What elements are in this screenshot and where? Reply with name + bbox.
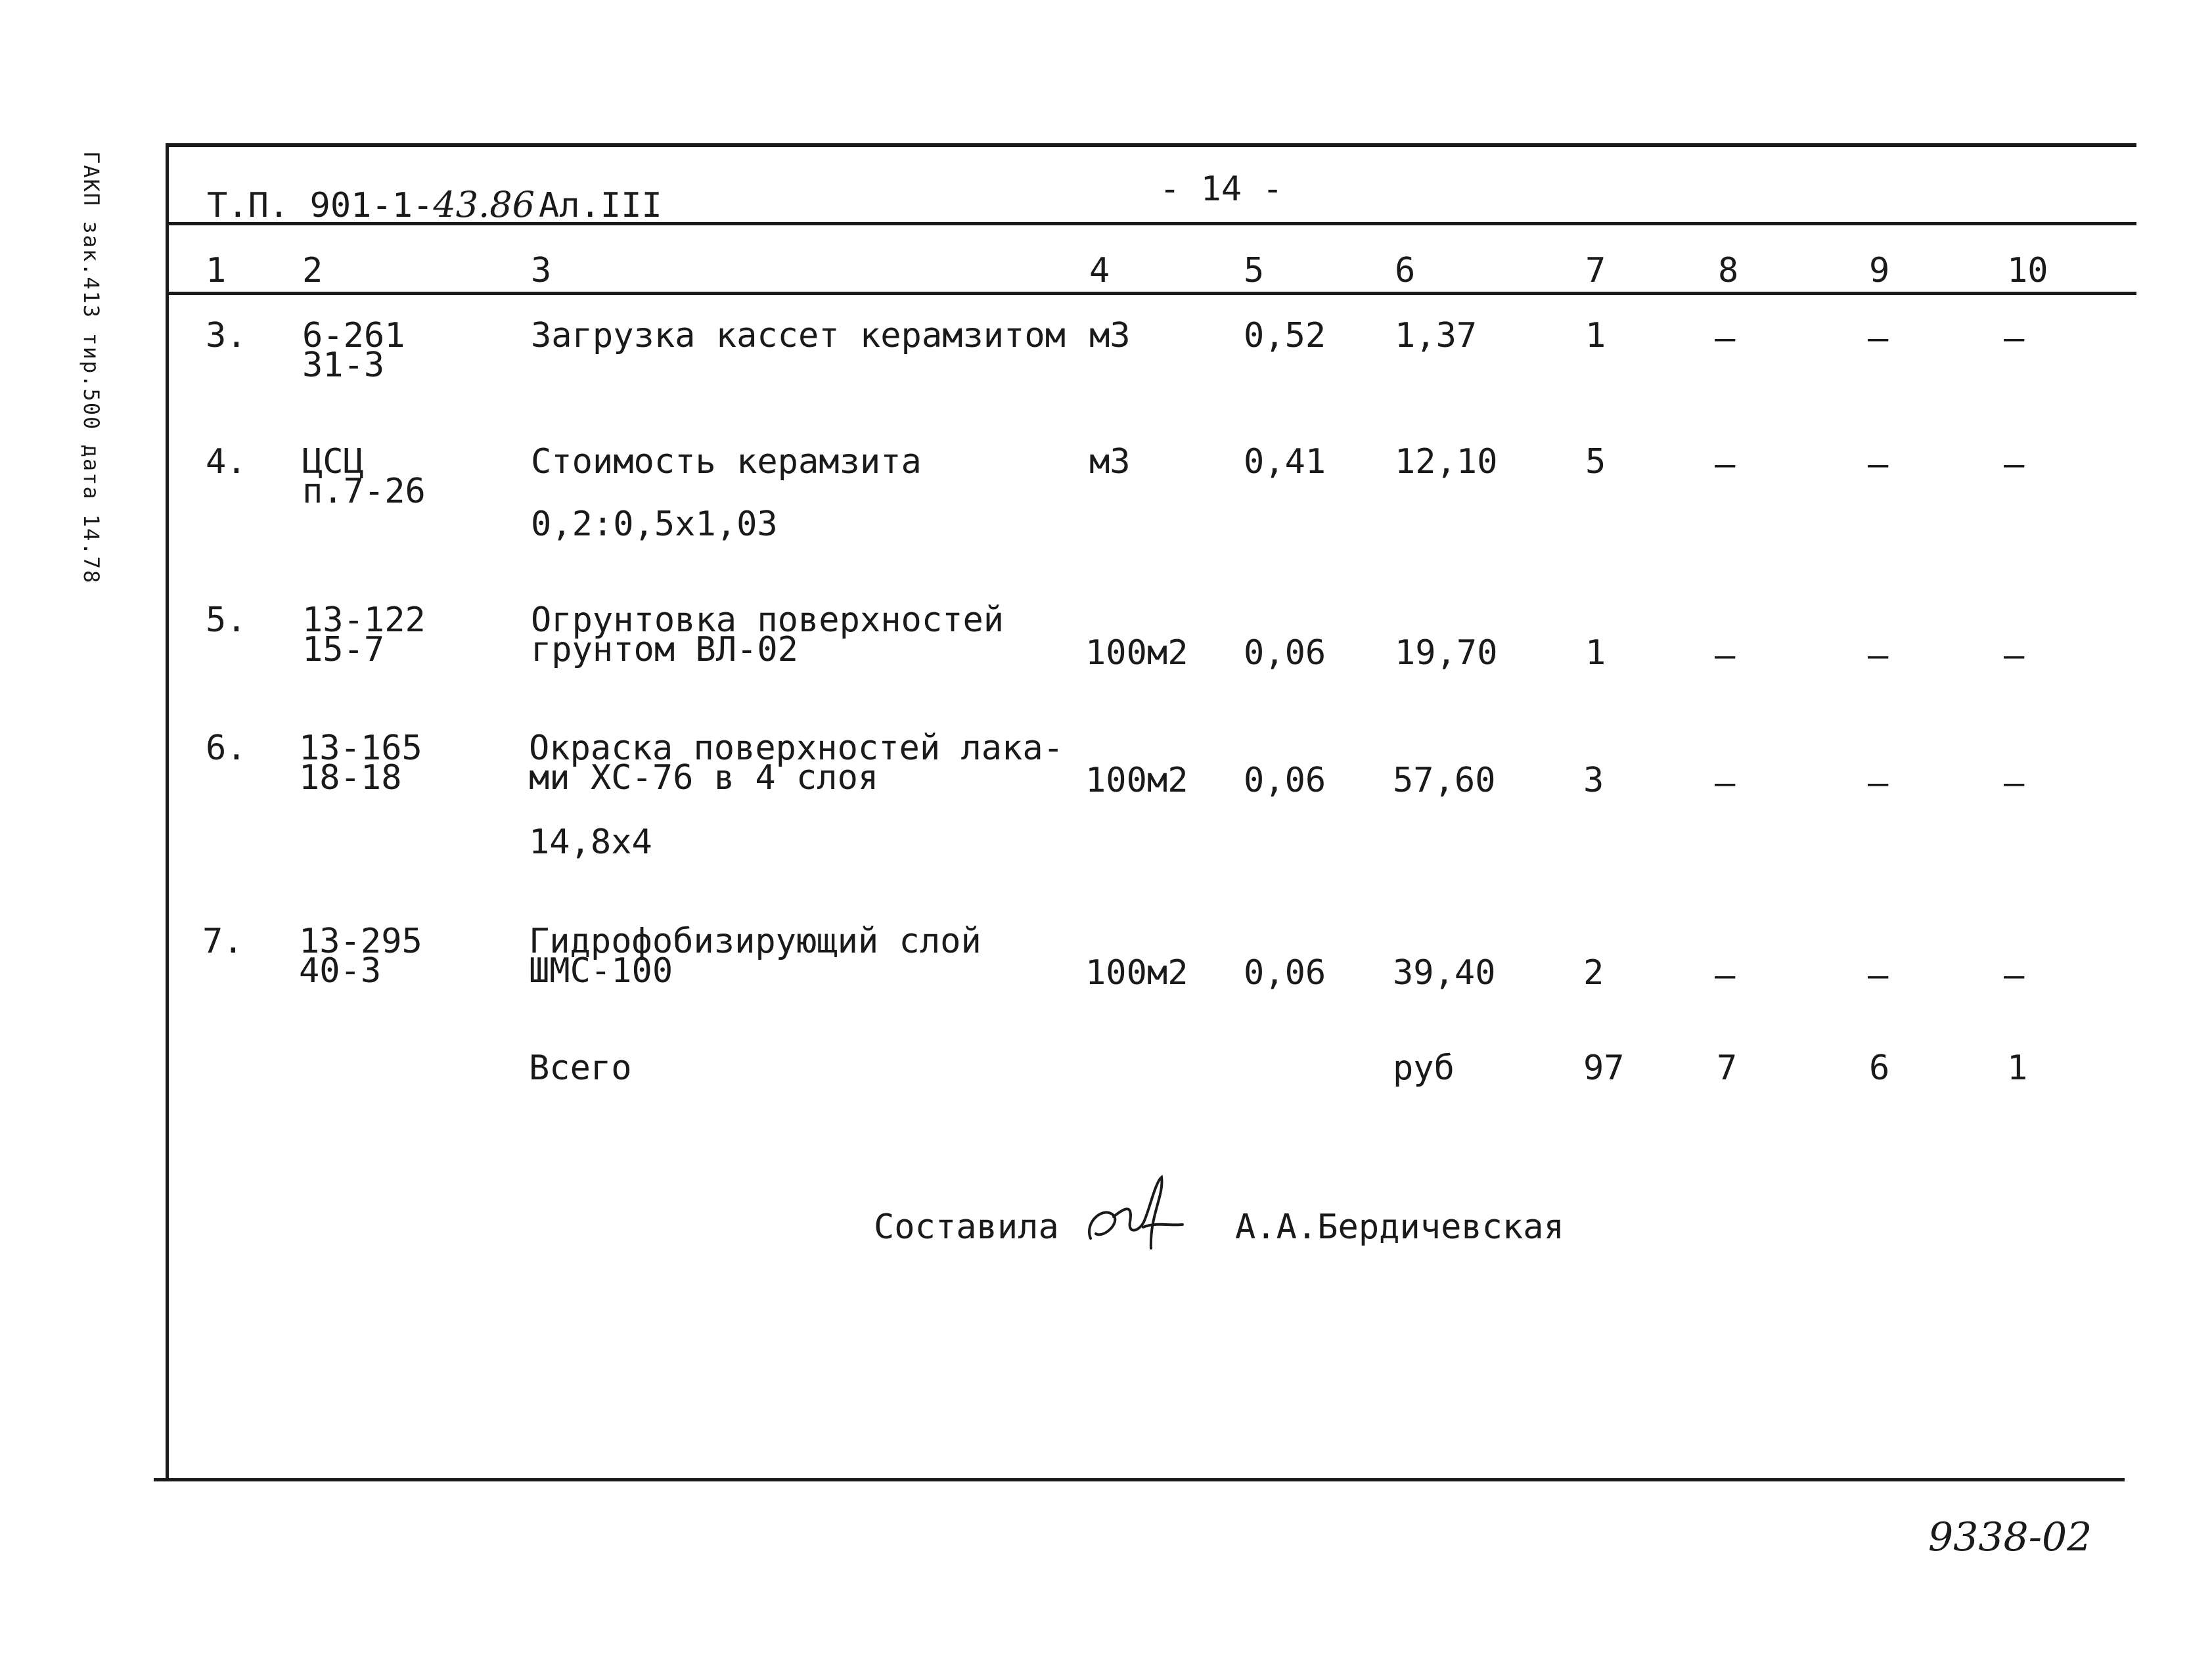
- row-col9: –: [1868, 763, 1889, 803]
- row-price: 19,70: [1395, 633, 1498, 673]
- row-price: 57,60: [1393, 761, 1496, 800]
- row-code-line2: 31-3: [302, 346, 385, 385]
- row-col7: 2: [1583, 953, 1604, 993]
- col-header-9: 9: [1869, 251, 1890, 290]
- col-header-7: 7: [1585, 251, 1606, 290]
- doc-number-handwritten: 43.86: [433, 184, 535, 225]
- row-description-line2: грунтом ВЛ-02: [531, 630, 798, 669]
- row-col7: 1: [1585, 316, 1606, 355]
- total-col10: 1: [2007, 1048, 2028, 1088]
- col-header-5: 5: [1244, 251, 1265, 290]
- row-col8: –: [1715, 636, 1736, 675]
- row-code-line1: 13-122: [302, 600, 426, 640]
- row-number: 6.: [206, 729, 247, 768]
- row-col7: 3: [1583, 761, 1604, 800]
- row-description-line2: ми ХС-76 в 4 слоя: [529, 758, 879, 798]
- col-header-8: 8: [1718, 251, 1739, 290]
- row-unit: м3: [1089, 442, 1131, 482]
- row-code-line2: 15-7: [302, 630, 385, 669]
- row-col9: –: [1868, 956, 1889, 995]
- row-col7: 1: [1585, 633, 1606, 673]
- archive-stamp: ГАКП зак.413 тир.500 дата 14.78: [79, 151, 104, 585]
- row-unit: 100м2: [1085, 953, 1188, 993]
- row-col8: –: [1715, 956, 1736, 995]
- column-header-separator-line: [166, 292, 2136, 295]
- frame-top-line: [166, 143, 2136, 147]
- row-price: 1,37: [1395, 316, 1478, 355]
- total-col7: 97: [1583, 1048, 1625, 1088]
- col-header-10: 10: [2007, 251, 2048, 290]
- row-calculation: 14,8х4: [529, 823, 652, 862]
- page-number: - 14 -: [1160, 169, 1283, 209]
- row-price: 39,40: [1393, 953, 1496, 993]
- signature-label: Составила: [874, 1207, 1059, 1247]
- row-col8: –: [1715, 763, 1736, 803]
- row-number: 7.: [202, 922, 244, 961]
- row-col9: –: [1868, 319, 1889, 358]
- doc-suffix: Ал.III: [538, 186, 662, 225]
- row-quantity: 0,06: [1244, 953, 1326, 993]
- row-price: 12,10: [1395, 442, 1498, 482]
- row-description-line1: Окраска поверхностей лака-: [529, 729, 1064, 768]
- row-unit: 100м2: [1085, 633, 1188, 673]
- footer-code: 9338-02: [1928, 1514, 2092, 1560]
- row-description: Загрузка кассет керамзитом: [531, 316, 1066, 355]
- row-code-line1: 13-295: [299, 922, 422, 961]
- row-number: 5.: [206, 600, 247, 640]
- total-unit: руб: [1393, 1048, 1455, 1088]
- row-description-line1: Огрунтовка поверхностей: [531, 600, 1004, 640]
- col-header-3: 3: [531, 251, 552, 290]
- row-quantity: 0,06: [1244, 761, 1326, 800]
- row-col10: –: [2004, 763, 2025, 803]
- frame-left-line: [166, 143, 169, 1481]
- col-header-6: 6: [1395, 251, 1416, 290]
- total-label: Всего: [529, 1048, 632, 1088]
- row-quantity: 0,41: [1244, 442, 1326, 482]
- row-calculation: 0,2:0,5х1,03: [531, 505, 778, 544]
- col-header-1: 1: [206, 251, 227, 290]
- row-number: 3.: [206, 316, 247, 355]
- doc-prefix: Т.П. 901-1-: [207, 186, 434, 225]
- row-code-line1: 6-261: [302, 316, 405, 355]
- total-col9: 6: [1869, 1048, 1890, 1088]
- frame-bottom-line: [154, 1478, 2125, 1481]
- row-code-line2: 40-3: [299, 951, 382, 991]
- row-col8: –: [1715, 445, 1736, 484]
- row-col8: –: [1715, 319, 1736, 358]
- row-description-line2: ШМС-100: [529, 951, 673, 991]
- row-col10: –: [2004, 956, 2025, 995]
- row-description-line1: Гидрофобизирующий слой: [529, 922, 982, 961]
- row-col10: –: [2004, 319, 2025, 358]
- row-code-line2: 18-18: [299, 758, 402, 798]
- signature-mark: [1077, 1169, 1189, 1261]
- row-unit: 100м2: [1085, 761, 1188, 800]
- row-col9: –: [1868, 636, 1889, 675]
- total-col8: 7: [1717, 1048, 1738, 1088]
- col-header-4: 4: [1089, 251, 1110, 290]
- row-col7: 5: [1585, 442, 1606, 482]
- row-number: 4.: [206, 442, 247, 482]
- row-col10: –: [2004, 445, 2025, 484]
- row-code-line1: ЦСЦ: [302, 442, 364, 482]
- row-col9: –: [1868, 445, 1889, 484]
- row-unit: м3: [1089, 316, 1131, 355]
- row-quantity: 0,52: [1244, 316, 1326, 355]
- signatory-name: А.А.Бердичевская: [1235, 1207, 1564, 1247]
- row-code-line1: 13-165: [299, 729, 422, 768]
- document-designation: [207, 184, 662, 225]
- col-header-2: 2: [302, 251, 323, 290]
- row-quantity: 0,06: [1244, 633, 1326, 673]
- row-code-line2: п.7-26: [302, 472, 426, 511]
- row-col10: –: [2004, 636, 2025, 675]
- row-description: Стоимость керамзита: [531, 442, 922, 482]
